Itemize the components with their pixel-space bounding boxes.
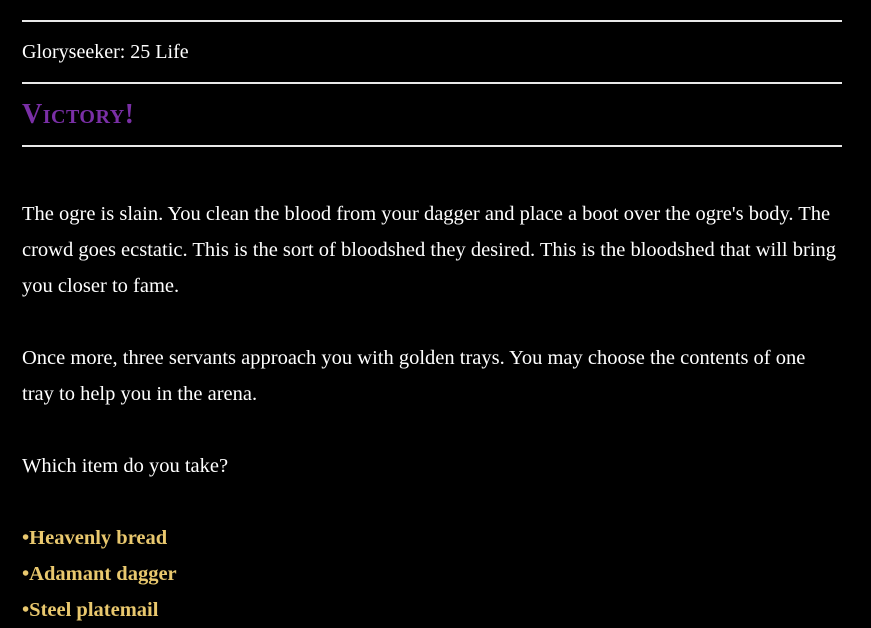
story-paragraph-1: The ogre is slain. You clean the blood from your dagger and place a boot over the ogre's body. The crowd goes ecstatic. This is the sort of bloodshed they desired. This is the bloodshed that will bring you closer to fame.	[22, 203, 836, 297]
page-title: Victory!	[22, 98, 135, 130]
status-bar	[22, 22, 842, 82]
game-panel	[22, 0, 842, 628]
choice-adamant-dagger[interactable]: •Adamant dagger	[22, 563, 177, 585]
divider-bottom	[22, 145, 842, 147]
story-paragraph-2: Once more, three servants approach you with golden trays. You may choose the contents of one tray to help you in the arena.	[22, 347, 806, 405]
choice-heavenly-bread[interactable]: •Heavenly bread	[22, 527, 168, 549]
top-spacer	[22, 0, 842, 20]
life-status: Gloryseeker: 25 Life	[22, 40, 189, 63]
choice-prompt: Which item do you take?	[22, 455, 229, 477]
story-text	[22, 196, 842, 628]
choice-list	[22, 520, 842, 628]
heading-bar	[22, 84, 842, 145]
choice-steel-platemail[interactable]: •Steel platemail	[22, 599, 159, 621]
